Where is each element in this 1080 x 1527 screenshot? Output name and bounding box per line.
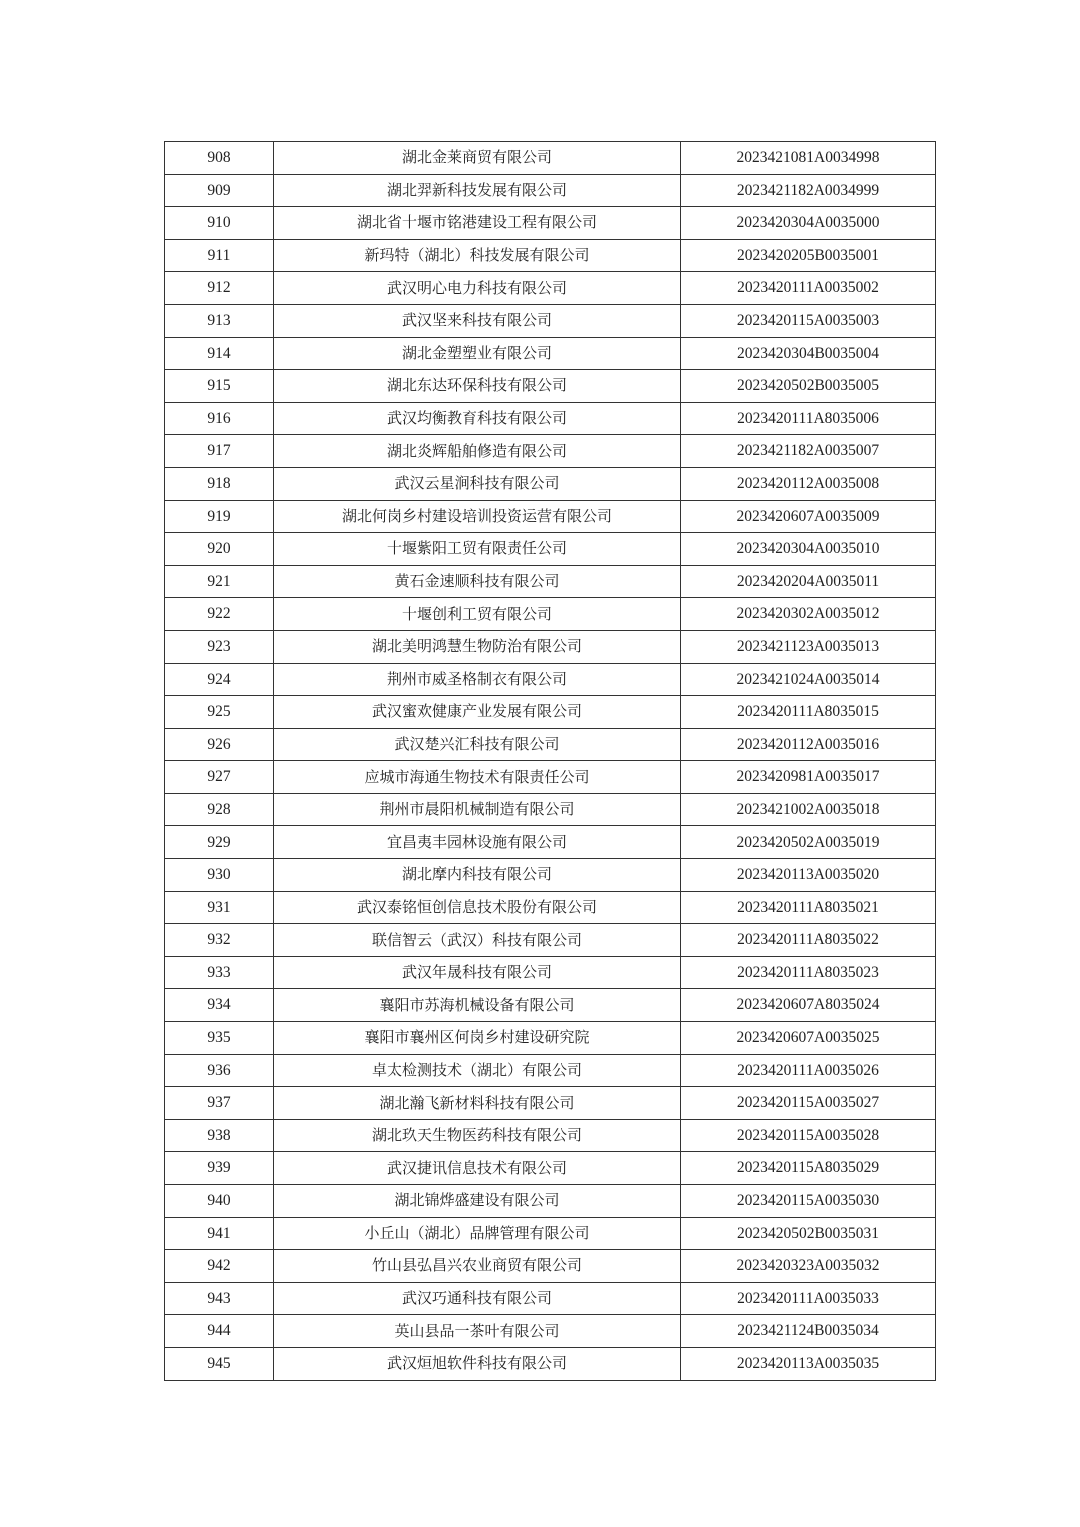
company-name-cell: 十堰创利工贸有限公司 [274,598,681,631]
registration-code-cell: 2023420607A0035025 [681,1022,936,1055]
table-row [165,956,936,989]
company-name-cell: 卓太检测技术（湖北）有限公司 [274,1054,681,1087]
registration-code-cell: 2023421124B0035034 [681,1315,936,1348]
row-number-cell: 921 [165,565,274,598]
company-name-cell: 新玛特（湖北）科技发展有限公司 [274,239,681,272]
row-number-cell: 912 [165,272,274,305]
table-body [165,142,936,1381]
table-row [165,467,936,500]
company-name-cell: 武汉巧通科技有限公司 [274,1282,681,1315]
company-name-cell: 湖北东达环保科技有限公司 [274,370,681,403]
company-name-cell: 湖北炎辉船舶修造有限公司 [274,435,681,468]
table-row [165,239,936,272]
registration-code-cell: 2023420204A0035011 [681,565,936,598]
row-number-cell: 932 [165,924,274,957]
row-number-cell: 938 [165,1119,274,1152]
row-number-cell: 916 [165,402,274,435]
company-name-cell: 湖北省十堰市铭港建设工程有限公司 [274,207,681,240]
company-name-cell: 英山县品一茶叶有限公司 [274,1315,681,1348]
company-name-cell: 荆州市威圣格制衣有限公司 [274,663,681,696]
row-number-cell: 910 [165,207,274,240]
table-row [165,142,936,175]
registration-code-cell: 2023420115A8035029 [681,1152,936,1185]
row-number-cell: 930 [165,859,274,892]
table-row [165,304,936,337]
table-row [165,402,936,435]
registration-code-cell: 2023421024A0035014 [681,663,936,696]
registration-code-cell: 2023420112A0035008 [681,467,936,500]
company-name-cell: 湖北摩内科技有限公司 [274,859,681,892]
row-number-cell: 929 [165,826,274,859]
company-name-cell: 武汉烜旭软件科技有限公司 [274,1347,681,1380]
table-row [165,1022,936,1055]
registration-code-cell: 2023420323A0035032 [681,1250,936,1283]
company-name-cell: 武汉云星涧科技有限公司 [274,467,681,500]
company-name-cell: 宜昌夷丰园林设施有限公司 [274,826,681,859]
table-row [165,1217,936,1250]
registration-code-cell: 2023421081A0034998 [681,142,936,175]
row-number-cell: 939 [165,1152,274,1185]
table-row [165,272,936,305]
table-row [165,370,936,403]
table-row [165,435,936,468]
registration-code-cell: 2023420115A0035028 [681,1119,936,1152]
company-name-cell: 应城市海通生物技术有限责任公司 [274,761,681,794]
row-number-cell: 928 [165,793,274,826]
registration-code-cell: 2023420111A8035021 [681,891,936,924]
registration-code-cell: 2023420502B0035031 [681,1217,936,1250]
table-row [165,337,936,370]
row-number-cell: 937 [165,1087,274,1120]
row-number-cell: 942 [165,1250,274,1283]
table-row [165,663,936,696]
table-row [165,696,936,729]
row-number-cell: 922 [165,598,274,631]
row-number-cell: 908 [165,142,274,175]
row-number-cell: 940 [165,1185,274,1218]
row-number-cell: 935 [165,1022,274,1055]
registration-code-cell: 2023420111A8035023 [681,956,936,989]
table-row [165,500,936,533]
company-name-cell: 小丘山（湖北）品牌管理有限公司 [274,1217,681,1250]
registration-code-cell: 2023420115A0035030 [681,1185,936,1218]
registration-code-cell: 2023420502A0035019 [681,826,936,859]
table-row [165,859,936,892]
registration-code-cell: 2023421182A0034999 [681,174,936,207]
registration-code-cell: 2023420302A0035012 [681,598,936,631]
row-number-cell: 933 [165,956,274,989]
table-row [165,793,936,826]
table-row [165,1315,936,1348]
registration-code-cell: 2023421182A0035007 [681,435,936,468]
company-name-cell: 荆州市晨阳机械制造有限公司 [274,793,681,826]
registration-code-cell: 2023420112A0035016 [681,728,936,761]
row-number-cell: 927 [165,761,274,794]
row-number-cell: 945 [165,1347,274,1380]
company-name-cell: 武汉楚兴汇科技有限公司 [274,728,681,761]
company-name-cell: 襄阳市襄州区何岗乡村建设研究院 [274,1022,681,1055]
company-name-cell: 黄石金速顺科技有限公司 [274,565,681,598]
registration-code-cell: 2023420111A8035022 [681,924,936,957]
table-row [165,1347,936,1380]
row-number-cell: 941 [165,1217,274,1250]
registration-code-cell: 2023420111A0035002 [681,272,936,305]
row-number-cell: 923 [165,630,274,663]
company-name-cell: 武汉年晟科技有限公司 [274,956,681,989]
registration-code-cell: 2023420111A0035033 [681,1282,936,1315]
company-name-cell: 竹山县弘昌兴农业商贸有限公司 [274,1250,681,1283]
row-number-cell: 918 [165,467,274,500]
company-name-cell: 湖北玖天生物医药科技有限公司 [274,1119,681,1152]
row-number-cell: 920 [165,533,274,566]
table-row [165,565,936,598]
table-row [165,598,936,631]
table-row [165,1250,936,1283]
registration-code-cell: 2023421123A0035013 [681,630,936,663]
table-row [165,174,936,207]
company-name-cell: 湖北锦烨盛建设有限公司 [274,1185,681,1218]
company-name-cell: 十堰紫阳工贸有限责任公司 [274,533,681,566]
company-name-cell: 武汉均衡教育科技有限公司 [274,402,681,435]
company-name-cell: 湖北瀚飞新材料科技有限公司 [274,1087,681,1120]
company-name-cell: 襄阳市苏海机械设备有限公司 [274,989,681,1022]
registration-code-cell: 2023420115A0035003 [681,304,936,337]
company-name-cell: 湖北金塑塑业有限公司 [274,337,681,370]
registration-code-cell: 2023420304A0035000 [681,207,936,240]
company-name-cell: 湖北何岗乡村建设培训投资运营有限公司 [274,500,681,533]
company-name-cell: 武汉泰铭恒创信息技术股份有限公司 [274,891,681,924]
registration-code-cell: 2023421002A0035018 [681,793,936,826]
company-name-cell: 武汉明心电力科技有限公司 [274,272,681,305]
table-row [165,1087,936,1120]
table-row [165,924,936,957]
company-name-cell: 湖北金莱商贸有限公司 [274,142,681,175]
row-number-cell: 926 [165,728,274,761]
registration-code-cell: 2023420304B0035004 [681,337,936,370]
company-name-cell: 武汉坚来科技有限公司 [274,304,681,337]
company-name-cell: 武汉蜜欢健康产业发展有限公司 [274,696,681,729]
registration-code-cell: 2023420113A0035020 [681,859,936,892]
registration-code-cell: 2023420607A8035024 [681,989,936,1022]
table-row [165,1054,936,1087]
table-row [165,1119,936,1152]
table-row [165,1282,936,1315]
table-row [165,891,936,924]
registration-code-cell: 2023420981A0035017 [681,761,936,794]
table-row [165,533,936,566]
table-row [165,989,936,1022]
registration-code-cell: 2023420205B0035001 [681,239,936,272]
row-number-cell: 909 [165,174,274,207]
company-list-table [164,141,936,1381]
table-row [165,630,936,663]
row-number-cell: 931 [165,891,274,924]
row-number-cell: 934 [165,989,274,1022]
table-row [165,1152,936,1185]
table-row [165,728,936,761]
row-number-cell: 944 [165,1315,274,1348]
row-number-cell: 936 [165,1054,274,1087]
row-number-cell: 911 [165,239,274,272]
table-row [165,826,936,859]
row-number-cell: 943 [165,1282,274,1315]
company-name-cell: 湖北羿新科技发展有限公司 [274,174,681,207]
row-number-cell: 915 [165,370,274,403]
registration-code-cell: 2023420115A0035027 [681,1087,936,1120]
company-name-cell: 联信智云（武汉）科技有限公司 [274,924,681,957]
row-number-cell: 925 [165,696,274,729]
company-name-cell: 湖北美明鸿慧生物防治有限公司 [274,630,681,663]
registration-code-cell: 2023420111A8035006 [681,402,936,435]
registration-code-cell: 2023420111A8035015 [681,696,936,729]
registration-code-cell: 2023420502B0035005 [681,370,936,403]
row-number-cell: 924 [165,663,274,696]
row-number-cell: 913 [165,304,274,337]
table-row [165,761,936,794]
registration-code-cell: 2023420111A0035026 [681,1054,936,1087]
company-name-cell: 武汉捷讯信息技术有限公司 [274,1152,681,1185]
row-number-cell: 917 [165,435,274,468]
table-row [165,207,936,240]
registration-code-cell: 2023420304A0035010 [681,533,936,566]
row-number-cell: 914 [165,337,274,370]
registration-code-cell: 2023420113A0035035 [681,1347,936,1380]
registration-code-cell: 2023420607A0035009 [681,500,936,533]
row-number-cell: 919 [165,500,274,533]
table-row [165,1185,936,1218]
